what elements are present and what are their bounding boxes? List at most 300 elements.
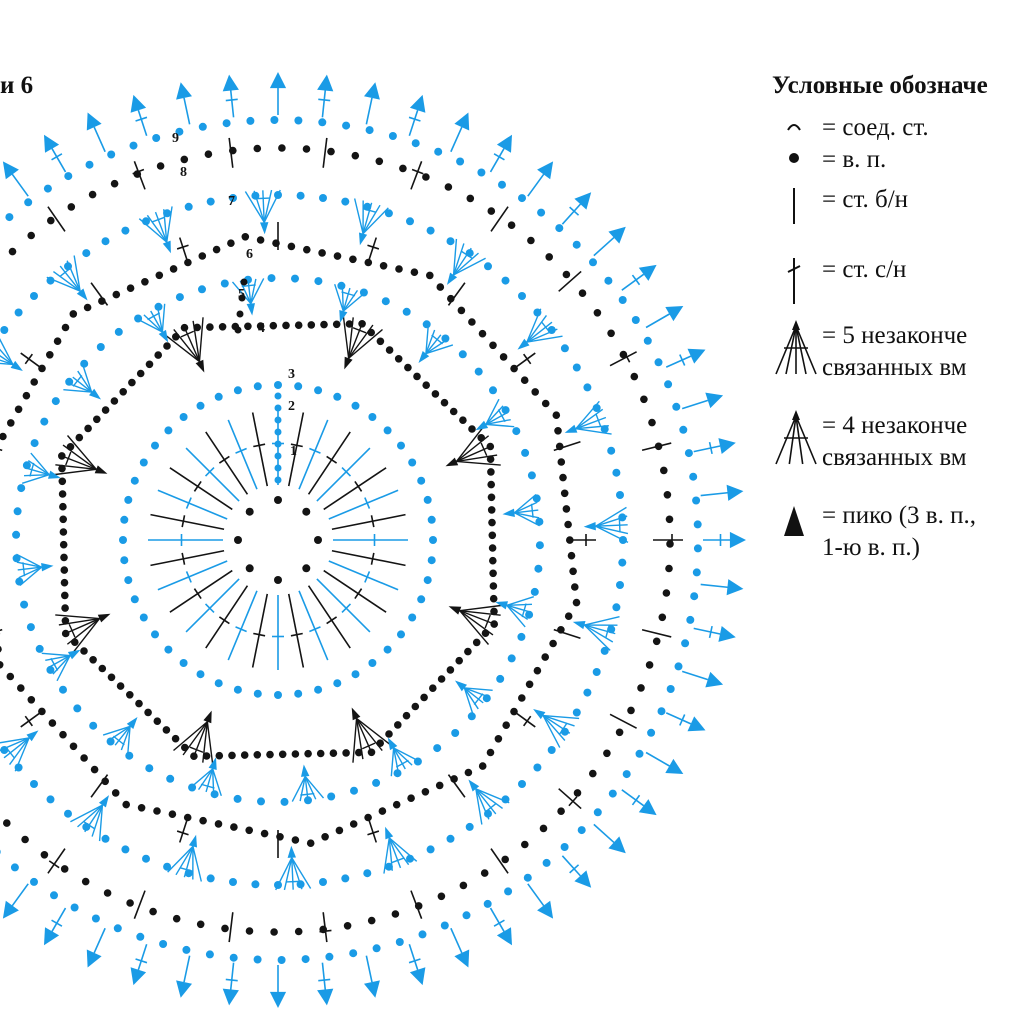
chain-stitch bbox=[223, 119, 231, 127]
chain-stitch bbox=[456, 158, 464, 166]
chain-stitch bbox=[403, 712, 411, 720]
chain-stitch bbox=[107, 151, 115, 159]
double-crochet-stitch bbox=[366, 956, 372, 982]
chain-stitch bbox=[500, 353, 508, 361]
chain-stitch bbox=[234, 536, 242, 544]
chain-stitch bbox=[297, 192, 305, 200]
chain-stitch bbox=[241, 279, 248, 286]
cluster-stitch bbox=[432, 335, 443, 344]
chain-stitch bbox=[373, 944, 381, 952]
legend-item-label: = соед. ст. bbox=[822, 114, 929, 141]
chain-stitch bbox=[44, 185, 52, 193]
cluster-stitch bbox=[113, 736, 124, 745]
chain-stitch bbox=[244, 323, 252, 331]
double-crochet-stitch bbox=[451, 127, 462, 152]
chain-stitch bbox=[618, 559, 626, 567]
double-crochet-stitch bbox=[309, 586, 351, 648]
chain-stitch bbox=[436, 782, 444, 790]
chain-stitch bbox=[447, 237, 455, 245]
double-crochet-stitch bbox=[329, 561, 398, 590]
chain-stitch bbox=[434, 148, 442, 156]
double-crochet-stitch bbox=[184, 98, 190, 124]
chain-stitch bbox=[9, 248, 17, 256]
chain-stitch bbox=[488, 506, 496, 514]
chain-stitch bbox=[487, 468, 495, 476]
chain-stitch bbox=[337, 282, 345, 290]
chain-stitch bbox=[17, 684, 25, 692]
chain-stitch bbox=[428, 556, 436, 564]
chain-stitch bbox=[294, 117, 302, 125]
single-crochet-stitch bbox=[323, 138, 327, 168]
chain-stitch bbox=[275, 393, 282, 400]
chain-stitch bbox=[282, 322, 290, 330]
double-crochet-stitch bbox=[52, 920, 62, 926]
chain-stitch bbox=[521, 449, 529, 457]
chain-stitch bbox=[527, 237, 535, 245]
chain-stitch bbox=[368, 659, 376, 667]
cluster-stitch bbox=[213, 769, 214, 794]
legend-item-text bbox=[822, 410, 967, 474]
chain-stitch bbox=[275, 405, 282, 412]
chain-stitch bbox=[21, 836, 29, 844]
chain-stitch bbox=[352, 670, 360, 678]
chain-stitch bbox=[234, 386, 242, 394]
chain-stitch bbox=[660, 467, 668, 475]
chain-stitch bbox=[563, 271, 571, 279]
picot-stitch bbox=[665, 759, 683, 774]
cluster-stitch bbox=[342, 286, 343, 311]
chain-stitch bbox=[197, 921, 205, 929]
double-crochet-stitch bbox=[299, 591, 328, 660]
chain-stitch bbox=[496, 675, 504, 683]
chain-stitch bbox=[59, 686, 67, 694]
chain-stitch bbox=[102, 406, 110, 414]
chain-stitch bbox=[86, 161, 94, 169]
chain-stitch bbox=[138, 804, 146, 812]
chain-stitch bbox=[363, 869, 371, 877]
chain-stitch bbox=[465, 769, 473, 777]
cluster-stitch bbox=[264, 190, 271, 222]
chain-stitch bbox=[495, 735, 503, 743]
chain-stitch bbox=[489, 570, 497, 578]
chain-stitch bbox=[92, 915, 100, 923]
double-crochet-stitch bbox=[632, 795, 639, 805]
chain-stitch bbox=[130, 142, 138, 150]
chain-stitch bbox=[548, 746, 556, 754]
chain-stitch bbox=[30, 780, 38, 788]
chain-stitch bbox=[467, 195, 475, 203]
cluster-stitch bbox=[193, 846, 201, 881]
chain-stitch bbox=[198, 285, 206, 293]
chain-stitch bbox=[542, 400, 550, 408]
chain-stitch bbox=[30, 878, 38, 886]
chain-stitch bbox=[59, 731, 67, 739]
double-crochet-stitch bbox=[332, 551, 406, 566]
legend-item-label: = пико (3 в. п., bbox=[822, 502, 976, 529]
chain-stitch bbox=[664, 491, 672, 499]
chain-stitch bbox=[206, 323, 214, 331]
double-crochet-stitch bbox=[226, 99, 238, 100]
chain-stitch bbox=[3, 819, 11, 827]
row-number: 8 bbox=[180, 165, 187, 180]
picot-stitch bbox=[410, 95, 426, 113]
single-crochet-stitch bbox=[180, 816, 189, 843]
chain-stitch bbox=[152, 134, 160, 142]
chain-stitch bbox=[524, 874, 532, 882]
chain-stitch bbox=[230, 823, 238, 831]
cluster-stitch bbox=[353, 718, 357, 762]
legend-title: Условные обозначе bbox=[772, 72, 988, 99]
chain-stitch bbox=[254, 690, 262, 698]
chain-stitch bbox=[627, 707, 635, 715]
chain-stitch bbox=[59, 503, 67, 511]
cluster-stitch bbox=[485, 803, 496, 812]
chain-stitch bbox=[583, 689, 591, 697]
cluster-stitch bbox=[396, 760, 408, 767]
chain-stitch bbox=[14, 507, 22, 515]
double-crochet-stitch bbox=[158, 490, 227, 519]
chain-stitch bbox=[91, 766, 99, 774]
row-number: 1 bbox=[290, 444, 297, 459]
double-crochet-stitch bbox=[317, 448, 370, 501]
chain-stitch bbox=[447, 666, 455, 674]
chain-stitch bbox=[399, 165, 407, 173]
double-crochet-stitch bbox=[253, 594, 268, 668]
double-crochet-stitch bbox=[409, 110, 417, 136]
single-crochet-stitch bbox=[368, 238, 377, 265]
legend-item-label: = ст. б/н bbox=[822, 186, 909, 213]
single-crochet-stitch bbox=[134, 891, 145, 919]
chain-stitch bbox=[275, 441, 282, 448]
cluster-stitch bbox=[481, 443, 487, 456]
cluster-stitch bbox=[476, 421, 489, 431]
chain-stitch bbox=[569, 568, 577, 576]
chain-stitch bbox=[279, 751, 287, 759]
chain-stitch bbox=[407, 794, 415, 802]
chain-stitch bbox=[219, 323, 227, 331]
picot-stitch bbox=[44, 135, 59, 153]
chain-stitch bbox=[541, 653, 549, 661]
chain-stitch bbox=[481, 869, 489, 877]
double-crochet-stitch bbox=[491, 149, 505, 172]
double-crochet-stitch bbox=[528, 174, 544, 196]
chain-stitch bbox=[235, 327, 242, 334]
cluster-stitch bbox=[584, 522, 596, 530]
chain-stitch bbox=[545, 253, 553, 261]
chain-stitch bbox=[229, 878, 237, 886]
chain-stitch bbox=[558, 458, 566, 466]
double-crochet-stitch bbox=[52, 908, 66, 931]
chain-stitch bbox=[394, 721, 402, 729]
double-crochet-stitch bbox=[184, 956, 190, 982]
picot-stitch bbox=[44, 927, 59, 945]
chain-stitch bbox=[166, 775, 174, 783]
legend bbox=[772, 72, 1024, 561]
chain-stitch bbox=[468, 712, 476, 720]
chain-stitch bbox=[473, 639, 481, 647]
chain-stitch bbox=[197, 670, 205, 678]
picot-stitch bbox=[718, 438, 735, 454]
chain-stitch bbox=[561, 490, 569, 498]
double-crochet-stitch bbox=[186, 448, 239, 501]
chain-stitch bbox=[59, 490, 67, 498]
chain-stitch bbox=[89, 191, 97, 199]
chain-stitch bbox=[302, 508, 310, 516]
chain-stitch bbox=[533, 764, 541, 772]
chain-stitch bbox=[458, 307, 466, 315]
double-crochet-stitch bbox=[528, 884, 544, 906]
picot-stitch bbox=[727, 485, 744, 501]
double-crochet-stitch bbox=[666, 713, 691, 724]
legend-item-text bbox=[822, 254, 906, 286]
chain-stitch bbox=[344, 922, 352, 930]
cluster-stitch bbox=[60, 268, 71, 277]
picot-stitch bbox=[364, 980, 380, 997]
chain-stitch bbox=[395, 355, 403, 363]
chain-stitch bbox=[185, 203, 193, 211]
chain-stitch bbox=[180, 659, 188, 667]
double-crochet-stitch bbox=[701, 493, 728, 496]
picot-stitch bbox=[3, 901, 19, 919]
chain-stitch bbox=[149, 908, 157, 916]
chain-stitch bbox=[314, 686, 322, 694]
chain-stitch bbox=[31, 439, 39, 447]
chain-stitch bbox=[384, 646, 392, 654]
chain-stitch bbox=[102, 835, 110, 843]
chain-stitch bbox=[689, 473, 697, 481]
single-crochet-stitch bbox=[448, 283, 464, 306]
chain-stitch bbox=[459, 416, 467, 424]
chain-stitch bbox=[275, 465, 282, 472]
chain-stitch bbox=[0, 848, 1, 856]
chain-stitch bbox=[93, 416, 101, 424]
single-crochet-stitch bbox=[180, 238, 189, 265]
cluster-stitch bbox=[73, 375, 82, 386]
single-crochet-stitch bbox=[524, 716, 531, 726]
chain-stitch bbox=[104, 889, 112, 897]
chain-stitch bbox=[253, 145, 261, 153]
cluster-stitch bbox=[449, 606, 462, 614]
cluster-stitch bbox=[391, 748, 393, 776]
double-crochet-stitch bbox=[332, 515, 406, 530]
chain-stitch bbox=[392, 910, 400, 918]
picot-stitch bbox=[639, 265, 657, 281]
chain-stitch bbox=[278, 956, 286, 964]
chain-stitch bbox=[411, 268, 419, 276]
chain-stitch bbox=[594, 808, 602, 816]
legend-item-label-line2: связанных вм bbox=[822, 354, 967, 381]
chain-stitch bbox=[594, 309, 602, 317]
chain-stitch bbox=[257, 236, 265, 244]
single-crochet-stitch bbox=[0, 630, 2, 639]
chain-stitch bbox=[59, 478, 67, 486]
chain-stitch bbox=[406, 217, 414, 225]
double-crochet-stitch bbox=[289, 594, 304, 668]
chain-stitch bbox=[137, 370, 145, 378]
chain-stitch bbox=[146, 361, 154, 369]
chain-stitch bbox=[666, 516, 674, 524]
chain-stitch bbox=[685, 449, 693, 457]
chain-stitch bbox=[563, 505, 571, 513]
chain-stitch bbox=[80, 647, 88, 655]
chain-stitch bbox=[616, 581, 624, 589]
picot-stitch bbox=[705, 672, 723, 688]
chain-stitch bbox=[333, 679, 341, 687]
chain-stitch bbox=[64, 172, 72, 180]
double-crochet-stitch bbox=[327, 456, 337, 463]
chain-stitch bbox=[350, 820, 358, 828]
double-crochet-stitch bbox=[327, 617, 337, 624]
chain-stitch bbox=[386, 346, 394, 354]
chain-stitch bbox=[555, 224, 563, 232]
chain-stitch bbox=[199, 817, 207, 825]
legend-item-text bbox=[822, 320, 967, 384]
double-crochet-stitch bbox=[231, 963, 234, 990]
chain-stitch bbox=[275, 477, 282, 484]
double-crochet-stitch bbox=[186, 579, 239, 632]
cluster-stitch bbox=[203, 711, 211, 724]
chain-stitch bbox=[477, 434, 485, 442]
chain-stitch bbox=[314, 386, 322, 394]
chain-stitch bbox=[140, 459, 148, 467]
chain-stitch bbox=[631, 373, 639, 381]
chain-stitch bbox=[327, 148, 335, 156]
chain-stitch bbox=[573, 364, 581, 372]
chain-stitch bbox=[275, 429, 282, 436]
legend-item-text bbox=[822, 500, 976, 564]
chain-stitch bbox=[291, 275, 299, 283]
chain-stitch bbox=[144, 709, 152, 717]
chain-stitch bbox=[131, 477, 139, 485]
chain-stitch bbox=[417, 477, 425, 485]
chain-stitch bbox=[342, 122, 350, 130]
chain-stitch bbox=[518, 292, 526, 300]
cluster-stitch bbox=[565, 425, 578, 433]
four-unfinished-cluster-icon bbox=[772, 410, 822, 466]
chain-stitch bbox=[24, 198, 32, 206]
chain-stitch bbox=[275, 453, 282, 460]
chain-stitch bbox=[327, 793, 335, 801]
chain-stitch bbox=[559, 474, 567, 482]
chain-stitch bbox=[487, 481, 495, 489]
chain-stitch bbox=[246, 927, 254, 935]
legend-item-text bbox=[822, 144, 886, 176]
chain-stitch bbox=[336, 827, 344, 835]
chain-stitch bbox=[501, 856, 509, 864]
chain-stitch bbox=[121, 227, 129, 235]
double-crochet-stitch bbox=[12, 884, 28, 906]
chain-stitch bbox=[426, 272, 434, 280]
double-crochet-stitch bbox=[329, 490, 398, 519]
double-crochet-stitch bbox=[494, 920, 504, 926]
chain-stitch bbox=[429, 684, 437, 692]
double-crochet-stitch bbox=[682, 400, 708, 408]
chain-stitch bbox=[518, 694, 526, 702]
chain-stitch bbox=[554, 427, 562, 435]
chain-stitch bbox=[169, 810, 177, 818]
double-crochet-stitch bbox=[206, 586, 248, 648]
chain-stitch bbox=[380, 262, 388, 270]
double-crochet-stitch bbox=[632, 275, 639, 285]
cluster-stitch bbox=[362, 743, 375, 749]
chain-stitch bbox=[303, 145, 311, 153]
chain-stitch bbox=[593, 668, 601, 676]
chain-stitch bbox=[97, 343, 105, 351]
chain-stitch bbox=[314, 277, 322, 285]
picot-stitch bbox=[705, 393, 723, 409]
chain-stitch bbox=[619, 296, 627, 304]
chain-stitch bbox=[156, 272, 164, 280]
chain-stitch bbox=[518, 780, 526, 788]
cluster-stitch bbox=[55, 615, 99, 619]
double-crochet-stitch bbox=[324, 468, 386, 510]
cluster-stitch bbox=[300, 794, 314, 796]
chain-stitch bbox=[76, 434, 84, 442]
chain-stitch bbox=[403, 308, 411, 316]
double-crochet-stitch bbox=[170, 571, 232, 613]
row-number: 6 bbox=[246, 247, 253, 262]
single-crochet-stitch bbox=[524, 354, 531, 364]
chain-stitch bbox=[663, 589, 671, 597]
picot-stitch bbox=[410, 967, 426, 985]
double-crochet-stitch bbox=[150, 551, 224, 566]
chain-stitch bbox=[644, 337, 652, 345]
chain-stitch bbox=[80, 754, 88, 762]
chain-stitch bbox=[73, 704, 81, 712]
chain-stitch bbox=[427, 227, 435, 235]
chain-stitch bbox=[227, 239, 235, 247]
chain-stitch bbox=[490, 582, 498, 590]
chain-stitch bbox=[408, 614, 416, 622]
chain-stitch bbox=[692, 497, 700, 505]
chain-stitch bbox=[172, 735, 180, 743]
chain-stitch bbox=[675, 662, 683, 670]
chain-stitch bbox=[64, 810, 72, 818]
chain-stitch bbox=[52, 397, 60, 405]
chain-stitch bbox=[216, 752, 224, 760]
row-number: 7 bbox=[228, 194, 235, 209]
row-number: 2 bbox=[288, 399, 295, 414]
chain-stitch bbox=[71, 904, 79, 912]
double-crochet-stitch bbox=[694, 446, 720, 452]
chain-stitch bbox=[451, 729, 459, 737]
picot-stitch bbox=[665, 306, 683, 321]
chain-stitch bbox=[294, 690, 302, 698]
picot-stitch bbox=[131, 95, 147, 113]
chain-stitch bbox=[397, 442, 405, 450]
chain-stitch bbox=[274, 691, 282, 699]
chain-stitch bbox=[583, 383, 591, 391]
legend-item bbox=[772, 320, 967, 384]
chain-stitch bbox=[648, 419, 656, 427]
chain-stitch bbox=[489, 386, 497, 394]
chain-stitch bbox=[199, 252, 207, 260]
chain-stitch bbox=[368, 917, 376, 925]
chain-stitch bbox=[517, 633, 525, 641]
chain-stitch bbox=[27, 232, 35, 240]
cluster-stitch bbox=[264, 190, 280, 222]
chain-stitch bbox=[427, 845, 435, 853]
picot-stitch bbox=[537, 901, 553, 919]
picot-stitch bbox=[727, 579, 744, 595]
double-crochet-stitch bbox=[646, 314, 669, 328]
chain-stitch bbox=[489, 532, 497, 540]
chain-stitch bbox=[646, 661, 654, 669]
picot-stitch bbox=[176, 980, 192, 997]
chain-stitch bbox=[319, 878, 327, 886]
chain-stitch bbox=[537, 209, 545, 217]
chain-stitch bbox=[274, 576, 282, 584]
